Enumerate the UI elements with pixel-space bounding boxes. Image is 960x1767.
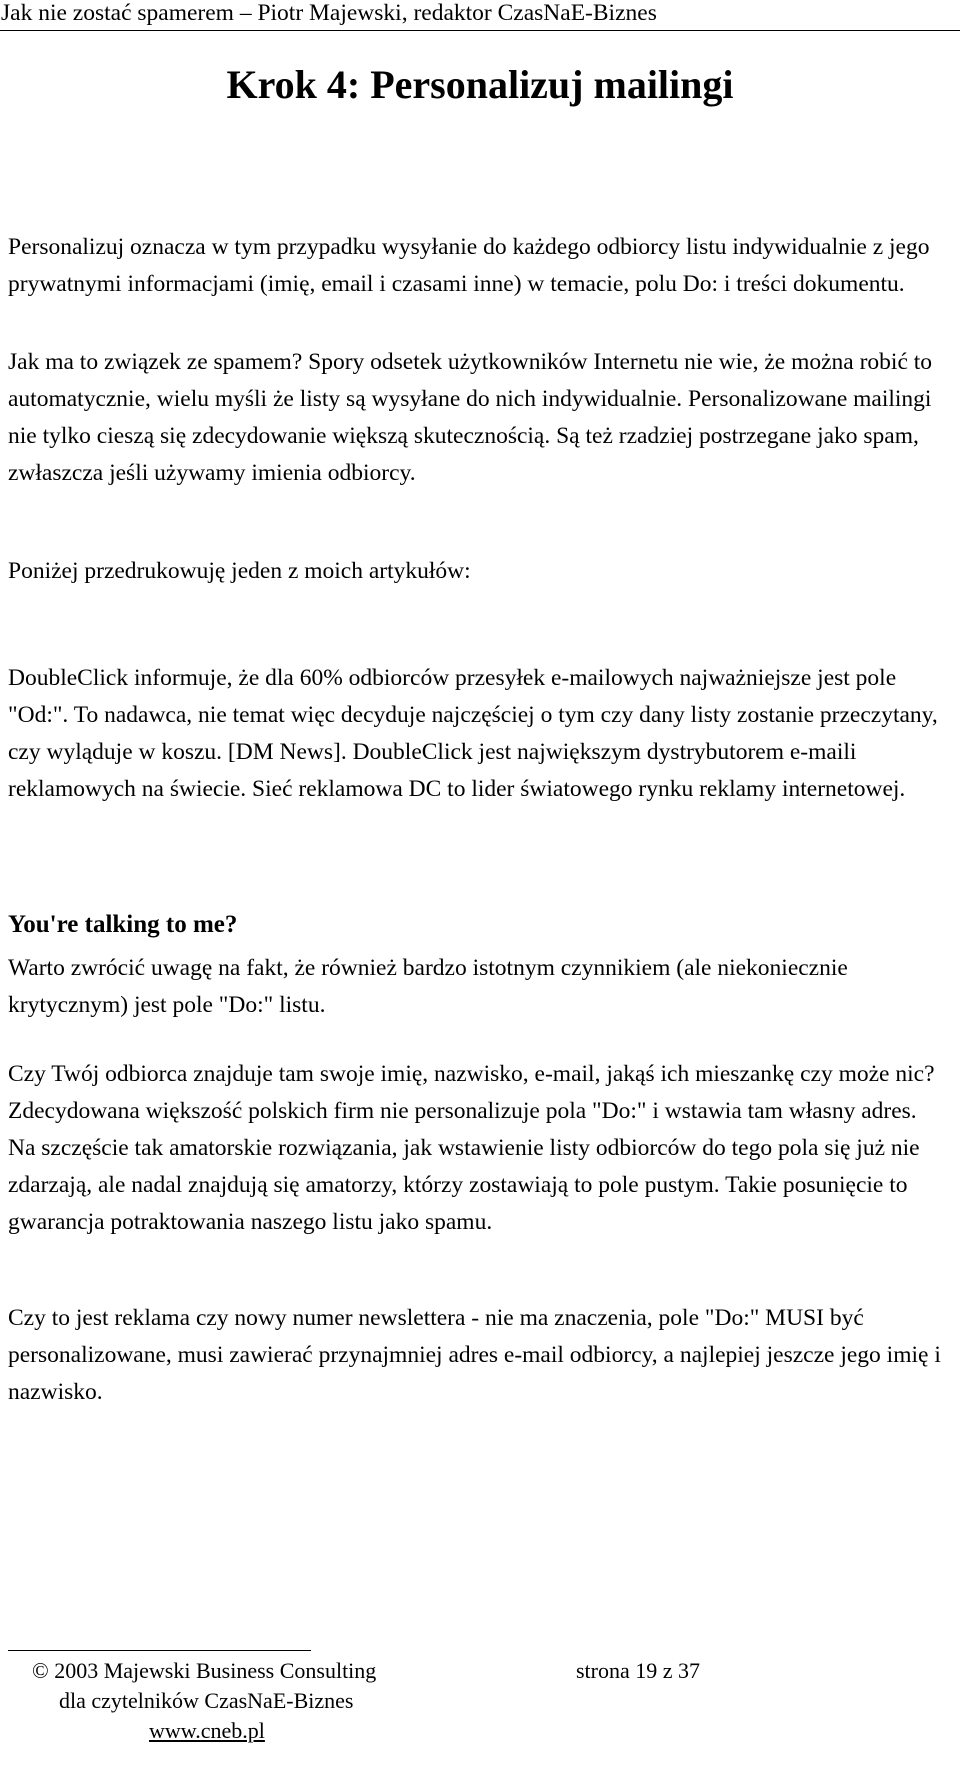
paragraph-recipient-name: Czy Twój odbiorca znajduje tam swoje imię, nazwisko, e-mail, jakąś ich mieszankę czy może nic? Zdecydowana większość polskich firm nie personalizuje pola "Do:" i wstawia tam własny adres. Na szczęście tak amatorskie rozwiązania, jak wstawienie listy odbiorców do tego pola się już nie zdarzają, ale nadal znajdują się amatorzy, którzy zostawiają to pole pustym. Takie posunięcie to gwarancja potraktowania naszego listu jako spamu. [8, 1061, 935, 1235]
footer-separator [8, 1650, 311, 1651]
footer-page-indicator: strona 19 z 37 [576, 1658, 701, 1683]
paragraph-spam-relation: Jak ma to związek ze spamem? Spory odsetek użytkowników Internetu nie wie, że można robić to automatycznie, wielu myśli że listy są wysyłane do nich indywidualnie. Personalizowane mailingi nie tylko cieszą się zdecydowanie większą skutecznością. Są też rzadziej postrzegane jako spam, zwłaszcza jeśli używamy imienia odbiorcy. [8, 349, 933, 486]
footer-copyright: © 2003 Majewski Business Consulting [32, 1658, 377, 1683]
paragraph-reprinted-article: DoubleClick informuje, że dla 60% odbiorców przesyłek e-mailowych najważniejsze jest pole "Od:". To nadawca, nie temat więc decyduje najczęściej o tym czy dany listy zostanie przeczytany, czy wyląduje w koszu. [DM News]. DoubleClick jest największym dystrybutorem e-maili reklamowych na świecie. Sieć reklamowa DC to lider światowego rynku reklamy internetowej. [8, 665, 938, 802]
footer-website-link[interactable]: www.cneb.pl [149, 1718, 265, 1743]
running-header: Jak nie zostać spamerem – Piotr Majewski, redaktor CzasNaE-Biznes [0, 0, 960, 31]
section-subheading: You're talking to me? [8, 911, 238, 938]
paragraph-intro: Personalizuj oznacza w tym przypadku wysyłanie do każdego odbiorcy listu indywidualnie z jego prywatnymi informacjami (imię, email i czasami inne) w temacie, polu Do: i treści dokumentu. [8, 234, 930, 297]
page-title: Krok 4: Personalizuj mailingi [226, 62, 734, 107]
paragraph-reprint-note: Poniżej przedrukowuję jeden z moich artykułów: [8, 558, 471, 584]
paragraph-to-field: Warto zwrócić uwagę na fakt, że również bardzo istotnym czynnikiem (ale niekoniecznie krytycznym) jest pole "Do:" listu. [8, 955, 848, 1018]
paragraph-must-personalize: Czy to jest reklama czy nowy numer newslettera - nie ma znaczenia, pole "Do:" MUSI być personalizowane, musi zawierać przynajmniej adres e-mail odbiorcy, a najlepiej jeszcze jego imię i nazwisko. [8, 1305, 941, 1405]
footer-audience: dla czytelników CzasNaE-Biznes [59, 1688, 354, 1713]
